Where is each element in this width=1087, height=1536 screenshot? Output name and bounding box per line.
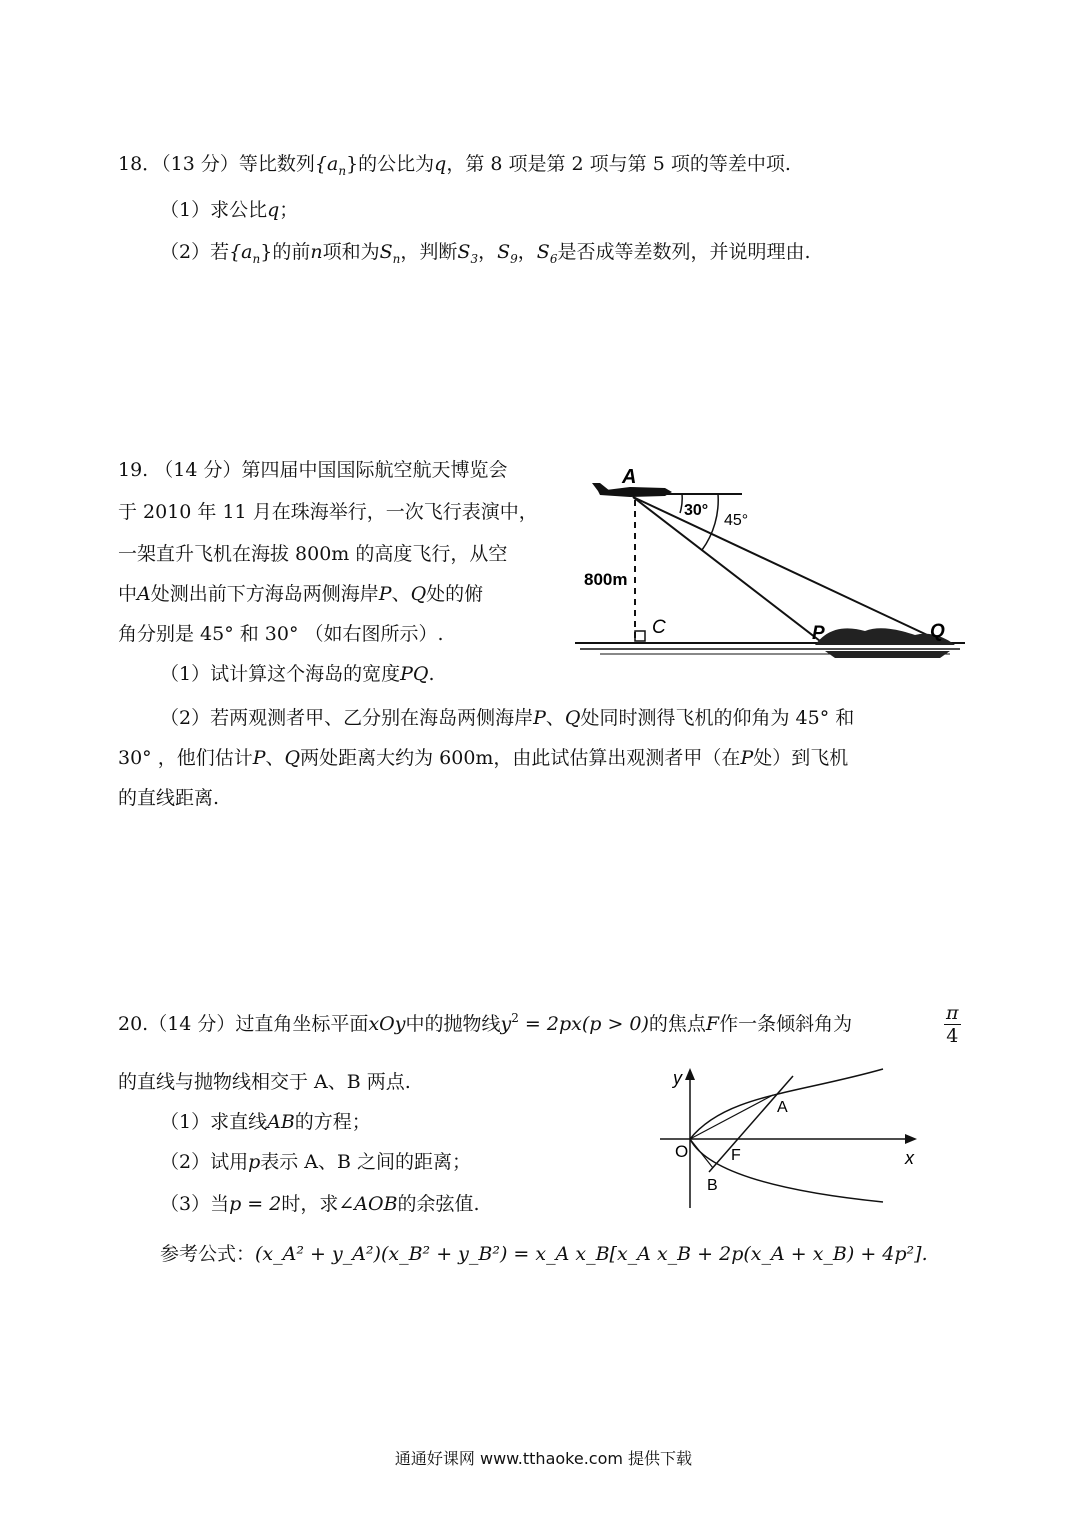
label-y: y [673,1068,682,1088]
q19-line4: 中A处测出前下方海岛两侧海岸P、Q处的俯 [118,583,484,605]
q20-line2: 的直线与抛物线相交于 A、B 两点. [118,1071,411,1093]
label-A: A [622,466,637,488]
q18-part2: （2）若$\{a_n\}$的前n项和为$S_n$，判断$S_3$，$S_9$，$S_6$是否成等差数列，并说明理由. [160,241,811,266]
q20-line1: 20.（14 分）过直角坐标平面xOy中的抛物线$y^2 = 2px(p > 0)$的焦点F作一条倾斜角为 [118,1011,853,1035]
label-A: A [777,1099,788,1116]
label-F: F [731,1147,741,1164]
q20-part1: （1）求直线AB的方程； [160,1111,371,1133]
label-B: B [707,1177,718,1194]
q18-stem: 18．（13 分）等比数列$\{a_n\}$的公比为q，第 8 项是第 2 项与第 5 项的等差中项. [118,153,791,178]
airplane-icon [598,487,672,497]
label-Q: Q [930,621,945,642]
label-P: P [812,623,825,644]
q19-part2-line3: 的直线距离. [118,787,220,809]
q19-line1: 19. （14 分）第四届中国国际航空航天博览会 [118,459,508,481]
footer: 通通好课网 www.tthaoke.com 提供下载 [394,1449,693,1468]
q20-part2: （2）试用p表示 A、B 之间的距离； [160,1151,472,1173]
q19-line3: 一架直升飞机在海拔 800m 的高度飞行，从空 [118,543,508,565]
q19-figure [570,455,970,670]
q19-part2-line1: （2）若两观测者甲、乙分别在海岛两侧海岸P、Q处同时测得飞机的仰角为 45° 和 [160,707,855,729]
label-angle-45: 45° [724,512,749,529]
label-x: x [905,1148,914,1168]
label-O: O [675,1142,689,1161]
q20-angle-fraction: $\frac{\pi}{4}$ [946,1002,959,1047]
q19-part1: （1）试计算这个海岛的宽度PQ. [160,663,435,685]
q20-figure [655,1060,925,1215]
q20-formula: 参考公式：(x_A² + y_A²)(x_B² + y_B²) = x_A x_B[x_A x_B + 2p(x_A + x_B) + 4p²]. [160,1243,928,1265]
label-C: C [652,617,666,638]
q19-line5: 角分别是 45° 和 30° （如右图所示）. [118,623,444,645]
q18-part1: （1）求公比q； [160,199,299,221]
label-height: 800m [584,570,628,589]
label-angle-30: 30° [684,502,709,519]
q20-part3: （3）当p = 2时，求∠AOB的余弦值. [160,1193,480,1215]
q19-part2-line2: 30° ，他们估计P、Q两处距离大约为 600m，由此试估算出观测者甲（在P处）到飞机 [118,747,849,769]
q19-line2: 于 2010 年 11 月在珠海举行，一次飞行表演中， [118,501,538,523]
